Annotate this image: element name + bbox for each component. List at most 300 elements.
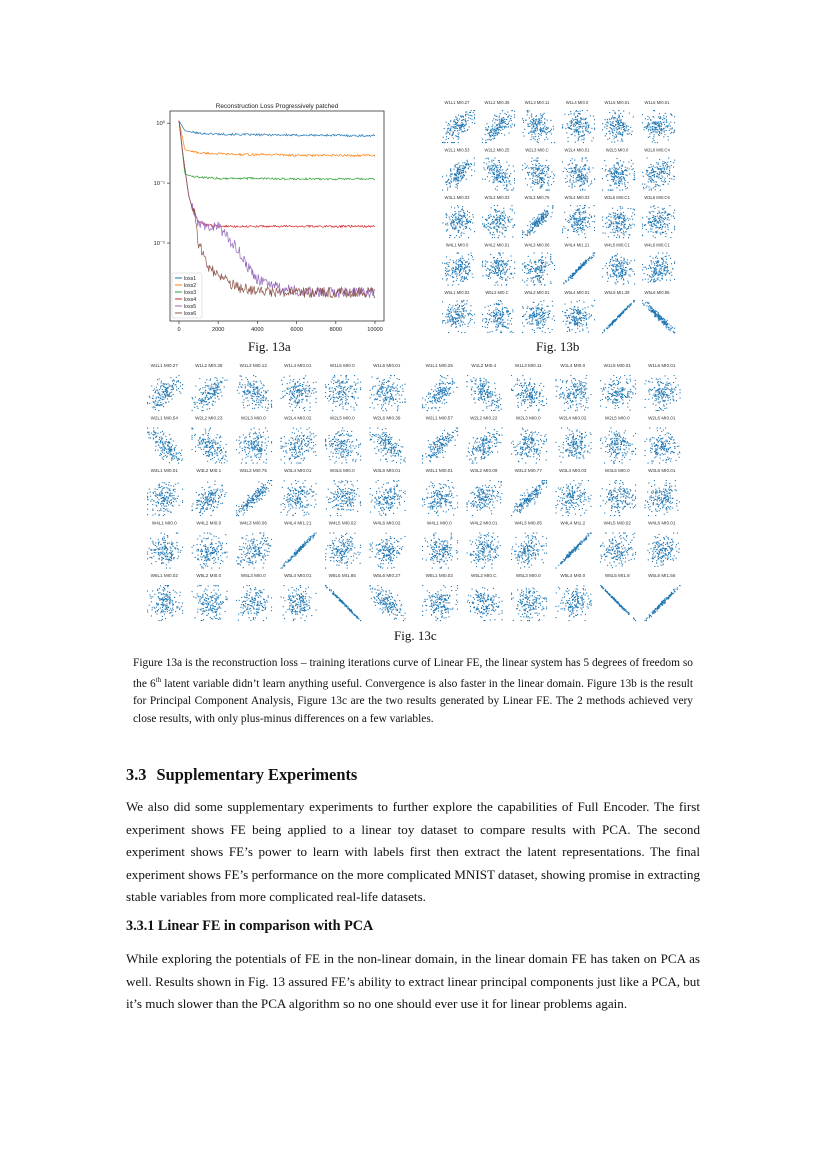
scatter-point [459, 130, 460, 131]
scatter-point [623, 231, 624, 232]
scatter-point [535, 171, 536, 172]
scatter-point [499, 231, 500, 232]
scatter-point [464, 304, 465, 305]
scatter-point [621, 181, 622, 182]
scatter-point [509, 313, 510, 314]
scatter-title: W2L4 MI0.01 [564, 147, 590, 153]
scatter-point [614, 112, 615, 113]
scatter-point [452, 173, 453, 174]
scatter-point [444, 128, 445, 129]
scatter-point [523, 232, 524, 233]
scatter-point [669, 130, 670, 131]
scatter-point [613, 180, 614, 181]
scatter-point [552, 305, 553, 306]
scatter-point [507, 269, 508, 270]
scatter-point [547, 120, 548, 121]
scatter-point [579, 225, 580, 226]
scatter-point [657, 216, 658, 217]
scatter-point [571, 219, 572, 220]
scatter-point [499, 127, 500, 128]
scatter-point [535, 120, 536, 121]
scatter-point [566, 132, 567, 133]
scatter-point [541, 272, 542, 273]
scatter-point [490, 214, 491, 215]
scatter-point [579, 318, 580, 319]
scatter-point [580, 310, 581, 311]
scatter-point [458, 266, 459, 267]
scatter-point [578, 314, 579, 315]
scatter-point [576, 111, 577, 112]
scatter-point [654, 124, 655, 125]
scatter-point [536, 120, 537, 121]
scatter-point [624, 309, 625, 310]
scatter-point [490, 269, 491, 270]
scatter-point [655, 142, 656, 143]
scatter-point [649, 276, 650, 277]
scatter-point [531, 161, 532, 162]
scatter-point [591, 128, 592, 129]
scatter-point [501, 133, 502, 134]
scatter-point [467, 266, 468, 267]
scatter-point [612, 321, 613, 322]
scatter-point [612, 116, 613, 117]
scatter-point [541, 304, 542, 305]
scatter-point [613, 132, 614, 133]
scatter-point [616, 279, 617, 280]
scatter-point [607, 268, 608, 269]
scatter-point [497, 129, 498, 130]
scatter-point [655, 171, 656, 172]
scatter-point [608, 278, 609, 279]
scatter-point [607, 125, 608, 126]
scatter-point [493, 234, 494, 235]
scatter-point [664, 173, 665, 174]
scatter-point [456, 313, 457, 314]
scatter-point [539, 123, 540, 124]
scatter-point [667, 164, 668, 165]
scatter-point [506, 185, 507, 186]
scatter-point [667, 166, 668, 167]
scatter-title: W3L2 MI0.03 [484, 195, 510, 200]
scatter-point [462, 302, 463, 303]
scatter-point [489, 273, 490, 274]
scatter-point [577, 119, 578, 120]
scatter-point [621, 168, 622, 169]
scatter-point [657, 164, 658, 165]
scatter-panel [602, 158, 635, 191]
scatter-point [458, 217, 459, 218]
scatter-point [584, 311, 585, 312]
scatter-point [586, 324, 587, 325]
scatter-point [458, 317, 459, 318]
scatter-point [499, 169, 500, 170]
scatter-point [625, 186, 626, 187]
scatter-point [576, 166, 577, 167]
scatter-point [490, 227, 491, 228]
scatter-point [504, 126, 505, 127]
scatter-point [653, 262, 654, 263]
scatter-point [580, 217, 581, 218]
scatter-point [507, 323, 508, 324]
scatter-point [668, 125, 669, 126]
scatter-point [538, 266, 539, 267]
scatter-point [613, 169, 614, 170]
scatter-point [621, 166, 622, 167]
scatter-point [463, 126, 464, 127]
scatter-point [453, 132, 454, 133]
scatter-point [583, 302, 584, 303]
scatter-point [542, 314, 543, 315]
scatter-point [495, 166, 496, 167]
scatter-point [602, 268, 603, 269]
scatter-point [508, 310, 509, 311]
scatter-point [668, 136, 669, 137]
scatter-point [664, 163, 665, 164]
scatter-point [488, 306, 489, 307]
scatter-point [669, 178, 670, 179]
scatter-point [542, 184, 543, 185]
scatter-point [464, 307, 465, 308]
scatter-point [544, 324, 545, 325]
scatter-point [646, 170, 647, 171]
scatter-point [542, 165, 543, 166]
scatter-point [655, 274, 656, 275]
scatter-panel [562, 205, 595, 238]
scatter-point [629, 133, 630, 134]
scatter-point [656, 129, 657, 130]
scatter-point [447, 271, 448, 272]
scatter-point [584, 183, 585, 184]
scatter-point [514, 117, 515, 118]
scatter-point [461, 215, 462, 216]
scatter-point [447, 309, 448, 310]
scatter-point [654, 205, 655, 206]
scatter-point [506, 280, 507, 281]
scatter-point [468, 117, 469, 118]
scatter-point [579, 209, 580, 210]
scatter-point [456, 117, 457, 118]
scatter-point [448, 138, 449, 139]
scatter-point [547, 312, 548, 313]
scatter-point [633, 179, 634, 180]
scatter-point [627, 305, 628, 306]
scatter-point [455, 226, 456, 227]
scatter-point [651, 188, 652, 189]
scatter-point [674, 279, 675, 280]
scatter-point [493, 165, 494, 166]
scatter-point [463, 212, 464, 213]
scatter-panel [642, 253, 675, 283]
scatter-point [611, 128, 612, 129]
scatter-point [664, 118, 665, 119]
scatter-point [534, 132, 535, 133]
scatter-point [488, 172, 489, 173]
scatter-point [487, 158, 488, 159]
scatter-point [487, 176, 488, 177]
scatter-point [522, 280, 523, 281]
scatter-point [504, 322, 505, 323]
scatter-point [498, 270, 499, 271]
scatter-point [583, 142, 584, 143]
scatter-point [455, 261, 456, 262]
scatter-point [449, 319, 450, 320]
scatter-point [535, 136, 536, 137]
scatter-point [500, 218, 501, 219]
scatter-point [665, 236, 666, 237]
scatter-point [537, 224, 538, 225]
scatter-point [502, 303, 503, 304]
scatter-point [610, 125, 611, 126]
scatter-point [648, 175, 649, 176]
scatter-point [467, 160, 468, 161]
scatter-point [472, 119, 473, 120]
scatter-point [613, 181, 614, 182]
scatter-point [649, 265, 650, 266]
scatter-point [542, 131, 543, 132]
scatter-point [495, 119, 496, 120]
scatter-point [623, 265, 624, 266]
scatter-point [455, 124, 456, 125]
scatter-point [578, 318, 579, 319]
scatter-point [490, 265, 491, 266]
scatter-point [552, 207, 553, 208]
scatter-point [572, 184, 573, 185]
scatter-point [648, 167, 649, 168]
scatter-point [633, 168, 634, 169]
scatter-point [620, 263, 621, 264]
scatter-point [652, 123, 653, 124]
scatter-point [459, 221, 460, 222]
scatter-point [593, 167, 594, 168]
scatter-point [507, 117, 508, 118]
scatter-point [534, 217, 535, 218]
scatter-point [491, 168, 492, 169]
scatter-point [474, 170, 475, 171]
scatter-point [602, 332, 603, 333]
scatter-point [462, 225, 463, 226]
scatter-point [465, 262, 466, 263]
scatter-point [577, 176, 578, 177]
scatter-point [501, 301, 502, 302]
scatter-point [485, 127, 486, 128]
scatter-point [612, 323, 613, 324]
scatter-point [653, 236, 654, 237]
scatter-point [468, 313, 469, 314]
fig-13a-loss-chart [140, 98, 390, 338]
scatter-point [458, 315, 459, 316]
scatter-point [565, 228, 566, 229]
scatter-point [627, 130, 628, 131]
scatter-point [457, 268, 458, 269]
scatter-point [653, 117, 654, 118]
scatter-point [497, 167, 498, 168]
scatter-point [446, 184, 447, 185]
scatter-point [622, 183, 623, 184]
scatter-point [579, 128, 580, 129]
scatter-panel [522, 205, 554, 238]
scatter-point [463, 174, 464, 175]
scatter-point [656, 162, 657, 163]
scatter-point [663, 232, 664, 233]
scatter-point [659, 127, 660, 128]
scatter-point [495, 268, 496, 269]
scatter-point [655, 216, 656, 217]
scatter-point [652, 169, 653, 170]
scatter-point [535, 320, 536, 321]
scatter-point [551, 171, 552, 172]
scatter-point [453, 319, 454, 320]
scatter-point [574, 135, 575, 136]
scatter-point [539, 222, 540, 223]
scatter-point [445, 270, 446, 271]
scatter-point [630, 225, 631, 226]
scatter-point [669, 205, 670, 206]
scatter-point [571, 129, 572, 130]
scatter-point [576, 218, 577, 219]
scatter-point [500, 300, 501, 301]
scatter-point [626, 273, 627, 274]
scatter-point [657, 264, 658, 265]
scatter-point [455, 128, 456, 129]
scatter-point [528, 256, 529, 257]
scatter-point [628, 226, 629, 227]
scatter-point [662, 264, 663, 265]
scatter-point [485, 134, 486, 135]
scatter-point [467, 313, 468, 314]
scatter-point [589, 133, 590, 134]
scatter-point [463, 313, 464, 314]
scatter-point [545, 132, 546, 133]
scatter-point [458, 211, 459, 212]
scatter-point [446, 139, 447, 140]
scatter-point [466, 277, 467, 278]
scatter-point [536, 316, 537, 317]
scatter-point [649, 218, 650, 219]
scatter-point [527, 234, 528, 235]
scatter-point [496, 324, 497, 325]
scatter-point [469, 164, 470, 165]
scatter-point [448, 332, 449, 333]
scatter-point [662, 177, 663, 178]
scatter-point [646, 268, 647, 269]
scatter-point [464, 167, 465, 168]
scatter-point [578, 132, 579, 133]
scatter-point [667, 176, 668, 177]
scatter-point [487, 220, 488, 221]
scatter-point [619, 116, 620, 117]
scatter-point [461, 332, 462, 333]
scatter-point [566, 315, 567, 316]
scatter-point [584, 134, 585, 135]
scatter-point [661, 126, 662, 127]
scatter-title: W4L3 MI0.06 [524, 242, 550, 248]
scatter-point [470, 318, 471, 319]
scatter-point [621, 229, 622, 230]
scatter-point [571, 168, 572, 169]
scatter-point [542, 180, 543, 181]
scatter-point [643, 305, 644, 306]
scatter-point [554, 142, 555, 143]
scatter-point [666, 169, 667, 170]
scatter-point [548, 317, 549, 318]
scatter-point [626, 127, 627, 128]
scatter-point [537, 267, 538, 268]
scatter-point [629, 173, 630, 174]
scatter-point [651, 172, 652, 173]
scatter-point [616, 187, 617, 188]
scatter-point [613, 226, 614, 227]
scatter-point [523, 132, 524, 133]
scatter-point [534, 330, 535, 331]
scatter-point [651, 170, 652, 171]
scatter-point [462, 276, 463, 277]
scatter-point [501, 218, 502, 219]
scatter-point [649, 136, 650, 137]
scatter-point [489, 274, 490, 275]
scatter-point [526, 319, 527, 320]
scatter-point [618, 185, 619, 186]
scatter-point [582, 329, 583, 330]
scatter-point [499, 174, 500, 175]
scatter-point [526, 266, 527, 267]
scatter-point [448, 179, 449, 180]
scatter-point [661, 172, 662, 173]
scatter-point [589, 171, 590, 172]
scatter-point [650, 127, 651, 128]
scatter-point [452, 217, 453, 218]
scatter-point [616, 217, 617, 218]
scatter-point [653, 274, 654, 275]
scatter-point [456, 314, 457, 315]
scatter-point [510, 273, 511, 274]
scatter-point [537, 181, 538, 182]
scatter-point [618, 165, 619, 166]
scatter-point [464, 162, 465, 163]
scatter-point [496, 212, 497, 213]
scatter-point [504, 263, 505, 264]
scatter-point [632, 224, 633, 225]
scatter-point [499, 117, 500, 118]
scatter-point [509, 269, 510, 270]
scatter-point [611, 259, 612, 260]
scatter-point [621, 260, 622, 261]
scatter-point [547, 132, 548, 133]
scatter-point [530, 271, 531, 272]
scatter-point [457, 188, 458, 189]
scatter-point [442, 301, 443, 302]
scatter-point [574, 316, 575, 317]
scatter-point [493, 179, 494, 180]
scatter-point [621, 176, 622, 177]
scatter-point [541, 179, 542, 180]
scatter-point [552, 212, 553, 213]
scatter-point [545, 265, 546, 266]
scatter-title: W4L2 MI0.01 [484, 242, 510, 248]
scatter-point [631, 160, 632, 161]
scatter-point [566, 324, 567, 325]
scatter-point [656, 124, 657, 125]
scatter-point [471, 219, 472, 220]
scatter-point [451, 207, 452, 208]
scatter-point [576, 129, 577, 130]
scatter-point [665, 270, 666, 271]
scatter-point [674, 116, 675, 117]
scatter-point [452, 126, 453, 127]
scatter-point [553, 316, 554, 317]
scatter-point [455, 271, 456, 272]
scatter-point [537, 179, 538, 180]
scatter-point [553, 129, 554, 130]
